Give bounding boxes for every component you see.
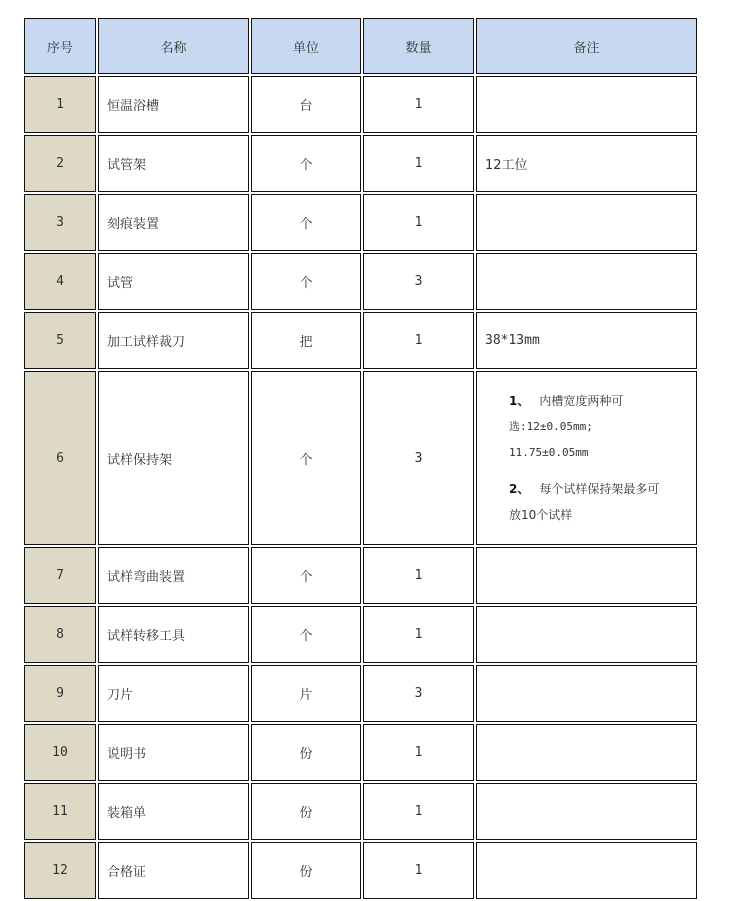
cell-index: 6	[24, 371, 96, 545]
cell-name: 试管架	[98, 135, 249, 192]
table-row	[24, 312, 697, 369]
cell-name: 加工试样裁刀	[98, 312, 249, 369]
cell-unit: 个	[251, 606, 361, 663]
cell-quantity: 1	[363, 547, 474, 604]
cell-unit: 把	[251, 312, 361, 369]
cell-name: 合格证	[98, 842, 249, 899]
table-row	[24, 135, 697, 192]
remark-text: 11.75±0.05mm	[509, 446, 589, 459]
cell-remarks	[476, 842, 697, 899]
cell-unit: 个	[251, 253, 361, 310]
cell-name: 刀片	[98, 665, 249, 722]
cell-quantity: 1	[363, 724, 474, 781]
cell-remarks: 38*13mm	[476, 312, 697, 369]
cell-name: 说明书	[98, 724, 249, 781]
remark-text: 选:12±0.05mm;	[509, 420, 593, 433]
remark-text: 内槽宽度两种可	[539, 394, 624, 408]
cell-name: 刻痕装置	[98, 194, 249, 251]
cell-remarks	[476, 724, 697, 781]
cell-quantity: 3	[363, 253, 474, 310]
remarks-list	[485, 388, 696, 528]
cell-unit: 份	[251, 842, 361, 899]
cell-unit: 台	[251, 76, 361, 133]
cell-remarks	[476, 76, 697, 133]
table-row	[24, 547, 697, 604]
header-unit: 单位	[251, 18, 361, 74]
cell-quantity: 3	[363, 665, 474, 722]
cell-remarks	[476, 665, 697, 722]
cell-unit: 个	[251, 194, 361, 251]
cell-quantity: 1	[363, 783, 474, 840]
cell-remarks	[476, 194, 697, 251]
table-row	[24, 842, 697, 899]
cell-remarks	[476, 547, 697, 604]
header-row	[24, 18, 697, 74]
table-row	[24, 76, 697, 133]
remark-item-2	[509, 476, 688, 502]
cell-remarks	[476, 253, 697, 310]
cell-unit: 份	[251, 783, 361, 840]
cell-index: 8	[24, 606, 96, 663]
cell-index: 10	[24, 724, 96, 781]
parts-list-table	[22, 16, 699, 901]
table-row	[24, 253, 697, 310]
remark-number: 1、	[509, 394, 530, 408]
cell-index: 9	[24, 665, 96, 722]
table-row	[24, 665, 697, 722]
cell-name: 试样保持架	[98, 371, 249, 545]
cell-remarks	[476, 606, 697, 663]
cell-index: 12	[24, 842, 96, 899]
header-quantity: 数量	[363, 18, 474, 74]
cell-index: 3	[24, 194, 96, 251]
cell-index: 2	[24, 135, 96, 192]
cell-quantity: 1	[363, 312, 474, 369]
cell-quantity: 1	[363, 606, 474, 663]
cell-index: 7	[24, 547, 96, 604]
cell-quantity: 3	[363, 371, 474, 545]
cell-name: 试管	[98, 253, 249, 310]
cell-unit: 个	[251, 135, 361, 192]
cell-index: 1	[24, 76, 96, 133]
remark-text: 每个试样保持架最多可	[539, 482, 660, 496]
table-row	[24, 194, 697, 251]
cell-quantity: 1	[363, 135, 474, 192]
cell-name: 试样弯曲装置	[98, 547, 249, 604]
cell-name: 恒温浴槽	[98, 76, 249, 133]
table-row	[24, 371, 697, 545]
cell-index: 11	[24, 783, 96, 840]
table-row	[24, 606, 697, 663]
header-name: 名称	[98, 18, 249, 74]
cell-name: 试样转移工具	[98, 606, 249, 663]
cell-index: 4	[24, 253, 96, 310]
cell-remarks: 12工位	[476, 135, 697, 192]
remark-number: 2、	[509, 482, 530, 496]
cell-quantity: 1	[363, 76, 474, 133]
cell-unit: 个	[251, 547, 361, 604]
remark-item-1	[509, 388, 688, 414]
cell-unit: 个	[251, 371, 361, 545]
cell-remarks	[476, 371, 697, 545]
cell-index: 5	[24, 312, 96, 369]
cell-unit: 片	[251, 665, 361, 722]
cell-remarks	[476, 783, 697, 840]
cell-quantity: 1	[363, 842, 474, 899]
header-index: 序号	[24, 18, 96, 74]
cell-name: 装箱单	[98, 783, 249, 840]
header-remarks: 备注	[476, 18, 697, 74]
table-row	[24, 783, 697, 840]
cell-quantity: 1	[363, 194, 474, 251]
remark-text: 放10个试样	[509, 508, 573, 522]
cell-unit: 份	[251, 724, 361, 781]
table-row	[24, 724, 697, 781]
